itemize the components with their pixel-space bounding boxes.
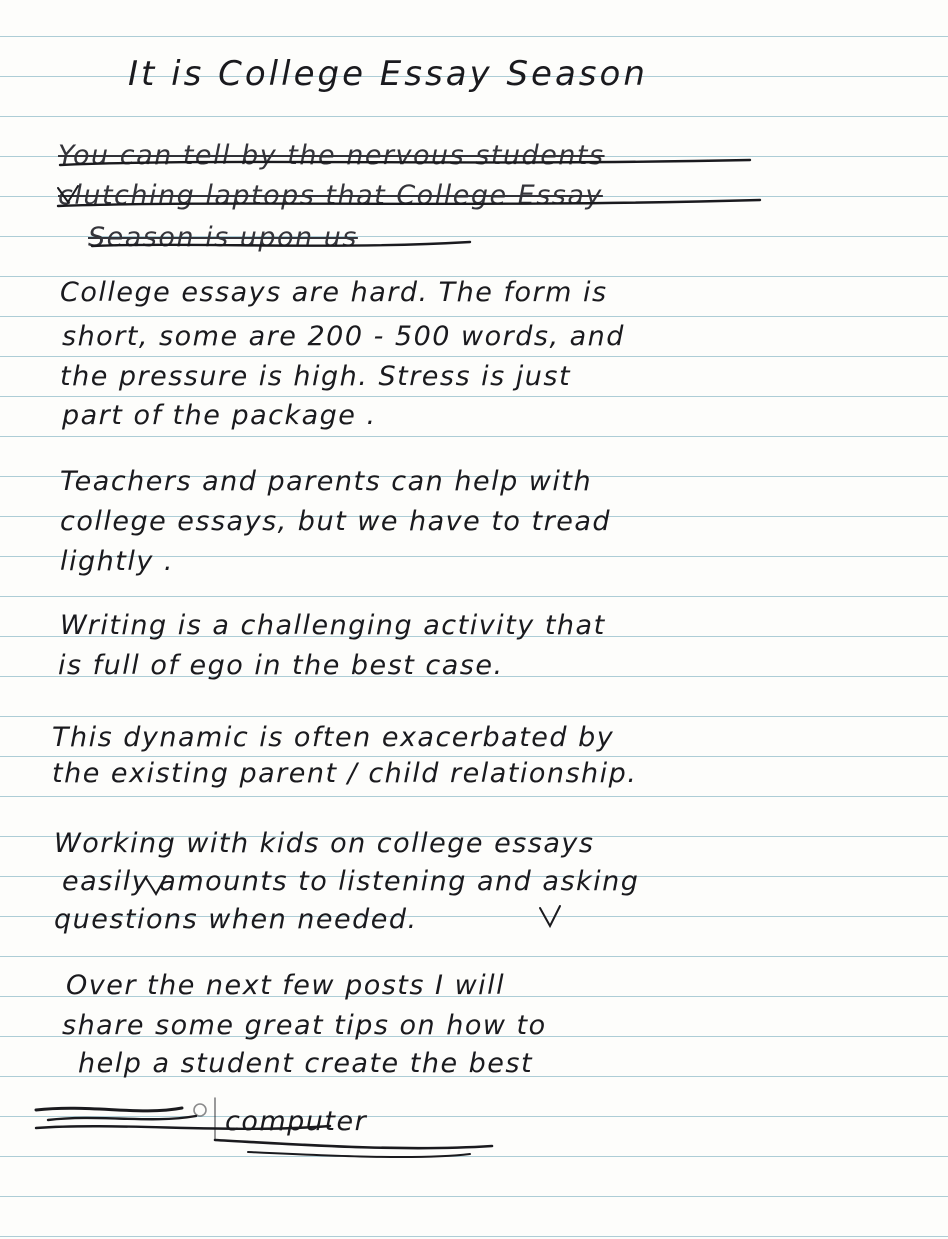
paragraph-1-line-3: the pressure is high. Stress is just: [60, 361, 572, 392]
rule-line: [0, 1236, 948, 1237]
bottom-scribble-1: [36, 1108, 182, 1111]
paragraph-1-line-4: part of the package .: [62, 400, 377, 431]
crossed-line-1: You can tell by the nervous students: [58, 140, 605, 171]
paragraph-6-line-1: Over the next few posts I will: [66, 970, 506, 1001]
paragraph-2-line-2: college essays, but we have to tread: [60, 506, 612, 537]
rule-line: [0, 956, 948, 957]
paragraph-6-line-4: computer: [225, 1106, 368, 1137]
crossed-line-2: clutching laptops that College Essay: [58, 180, 603, 211]
paragraph-3-line-2: is full of ego in the best case.: [58, 650, 504, 681]
paragraph-5-line-1: Working with kids on college essays: [54, 828, 595, 859]
rule-line: [0, 356, 948, 357]
paragraph-4-line-2: the existing parent / child relationship.: [52, 758, 638, 789]
bottom-scribble-4: [215, 1140, 492, 1148]
rule-line: [0, 316, 948, 317]
rule-line: [0, 716, 948, 717]
note-title: It is College Essay Season: [128, 54, 648, 94]
paragraph-5-line-2: easily amounts to listening and asking: [62, 866, 640, 897]
rule-line: [0, 116, 948, 117]
paragraph-3-line-1: Writing is a challenging activity that: [60, 610, 606, 641]
rule-line: [0, 1116, 948, 1117]
rule-line: [0, 596, 948, 597]
rule-line: [0, 396, 948, 397]
paragraph-6-line-3: help a student create the best: [78, 1048, 534, 1079]
paragraph-2-line-1: Teachers and parents can help with: [60, 466, 593, 497]
small-circle-mark: [194, 1104, 206, 1116]
rule-line: [0, 1156, 948, 1157]
rule-line: [0, 756, 948, 757]
paragraph-4-line-1: This dynamic is often exacerbated by: [52, 722, 615, 753]
crossed-line-3: Season is upon us: [88, 222, 358, 253]
paragraph-5-line-3: questions when needed.: [54, 904, 418, 935]
rule-line: [0, 1196, 948, 1197]
paragraph-1-line-2: short, some are 200 - 500 words, and: [62, 321, 625, 352]
rule-line: [0, 36, 948, 37]
paragraph-2-line-3: lightly .: [60, 546, 174, 577]
paragraph-1-line-1: College essays are hard. The form is: [60, 277, 608, 308]
paragraph-6-line-2: share some great tips on how to: [62, 1010, 547, 1041]
rule-line: [0, 436, 948, 437]
rule-line: [0, 796, 948, 797]
